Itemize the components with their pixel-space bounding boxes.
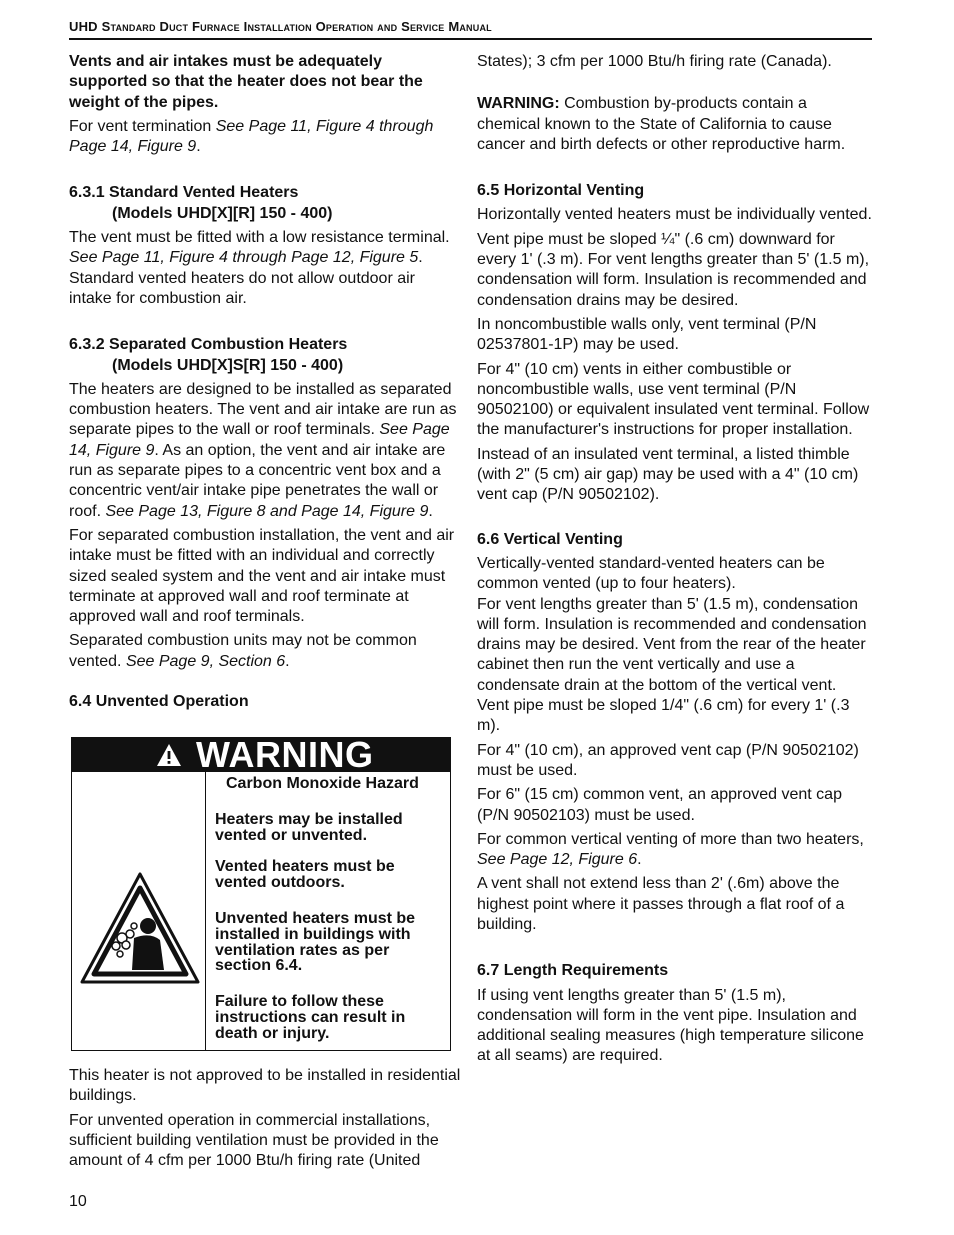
vent-termination-paragraph: For vent termination See Page 11, Figure 4 through Page 14, Figure 9. [69, 117, 434, 156]
california-warning-label: WARNING: [477, 95, 560, 113]
california-warning-text: Combustion by-products contain a chemical known to the State of California to cause cancer and birth defects or other reproductive harm. [477, 95, 846, 153]
warning-body [72, 772, 450, 1050]
section-6-7-heading: 6.7 Length Requirements [477, 962, 669, 980]
s631-ref[interactable]: See Page 11, Figure 4 through Page 12, Figure 5 [69, 249, 419, 267]
continuation-text: States); 3 cfm per 1000 Btu/h firing rate (Canada). [477, 53, 832, 70]
warning-triangle-icon [156, 743, 182, 767]
warning-title: WARNING [196, 734, 374, 775]
unvented-ventilation-note: For unvented operation in commercial installations, sufficient building ventilation must be provided in the amount of 4 cfm per 1000 Btu/h firing rate (United [69, 1111, 439, 1170]
right-column [477, 52, 873, 1071]
s66-paragraph-2: For 4" (10 cm), an approved vent cap (P/N 90502102) must be used. [477, 741, 859, 779]
s67-paragraph-1: If using vent lengths greater than 5' (1.5 m), condensation will form in the vent pipe. Insulation and additional sealing measures (high temperature silicone at all seams) are required. [477, 986, 864, 1065]
s632-text-b: . As an option, the vent and air intake are run as separate pipes to a concentric vent box and a concentric vent/air intake pipe penetrates the wall or roof. [69, 441, 446, 520]
header-title: UHD Standard Duct Furnace Installation Operation and Service Manual [69, 19, 492, 34]
section-6-3-2-paragraph-1: The heaters are designed to be installed as separated combustion heaters. The vent and air intake are run as separate pipes to the wall or roof terminals. See Page 14, Figure 9. As an option, the vent and air intake are run as separate pipes to a concentric vent box and a concentric vent/air intake pipe penetrates the wall or roof. See Page 13, Figure 8 and Page 14, Figure 9. [69, 380, 457, 520]
s66-paragraph-3: For 6" (15 cm) common vent, an approved vent cap (P/N 90502103) must be used. [477, 786, 842, 824]
carbon-monoxide-hazard-icon [78, 870, 202, 988]
warning-p1: Heaters may be installed vented or unvented. [215, 810, 403, 844]
s632-ref-2[interactable]: See Page 13, Figure 8 and Page 14, Figure 9 [105, 502, 429, 520]
s66-paragraph-4: For common vertical venting of more than two heaters, See Page 12, Figure 6. [477, 830, 864, 869]
warning-bar [72, 734, 450, 775]
section-6-3-2-models: (Models UHD[X]S[R] 150 - 400) [112, 356, 344, 374]
s66-paragraph-1 [477, 554, 873, 737]
s65-paragraph-3: In noncombustible walls only, vent terminal (P/N 02537801-1P) may be used. [477, 315, 817, 354]
section-6-3-2-paragraph-2: For separated combustion installation, the vent and air intake must be fitted with an individual and correctly sized sealed system and the vent and air intake must terminate at approved wall and roof terminate at approved wall and roof terminals. [69, 526, 455, 626]
header-rule [69, 38, 872, 40]
section-6-6-heading: 6.6 Vertical Venting [477, 530, 623, 548]
s66-ref[interactable]: See Page 12, Figure 6 [477, 851, 638, 869]
s66-text-1c: Vent pipe must be sloped 1/4" (.6 cm) for every 1' (.3 m). [477, 697, 850, 735]
s65-paragraph-5: Instead of an insulated vent terminal, a listed thimble (with 2" (5 cm) air gap) may be used with a 4" (10 cm) vent cap (P/N 90502102). [477, 445, 859, 504]
section-6-3-1-paragraph [69, 228, 461, 309]
section-6-3-1-title: 6.3.1 Standard Vented Heaters [69, 184, 299, 202]
left-column [69, 52, 461, 716]
s65-paragraph-1: Horizontally vented heaters must be individually vented. [477, 206, 872, 224]
warning-p3: Unvented heaters must be installed in buildings with ventilation rates as per section 6.4. [215, 909, 416, 975]
residential-note: This heater is not approved to be installed in residential buildings. [69, 1067, 461, 1105]
warning-box [71, 734, 451, 1051]
s632-ref-3[interactable]: See Page 9, Section 6 [125, 652, 286, 670]
s632-text-a: The heaters are designed to be installed as separated combustion heaters. The vent and air intake are run as separate pipes to the wall or roof terminals. [69, 380, 457, 439]
section-6-5-heading: 6.5 Horizontal Venting [477, 182, 645, 200]
s65-paragraph-4: For 4" (10 cm) vents in either combustible or noncombustible walls, use vent terminal (P/N 90502100) or equivalent insulated vent terminal. Follow the manufacturer's instructions for proper installation. [477, 360, 870, 439]
manual-header [69, 19, 869, 34]
s631-text-a: The vent must be fitted with a low resistance terminal. [69, 229, 450, 247]
s66-text-1b: For vent lengths greater than 5' (1.5 m), condensation will form. Insulation is recommended and condensation drains may be desired. Vent from the rear of the heater cabinet then run the vent vertically and use a condensate drain at the bottom of the vertical vent. [477, 595, 867, 694]
intro-bold: Vents and air intakes must be adequately supported so that the heater does not bear the weight of the pipes. [69, 53, 423, 111]
page-number: 10 [69, 1193, 87, 1210]
section-6-3-1-heading [69, 183, 461, 224]
s632-text-c: Separated combustion units may not be common vented. [69, 632, 417, 670]
s66-text-4: For common vertical venting of more than two heaters, [477, 830, 864, 848]
warning-p4: Failure to follow these instructions can result in death or injury. [215, 993, 406, 1042]
section-6-3-2-paragraph-3: Separated combustion units may not be common vented. See Page 9, Section 6. [69, 632, 417, 670]
warning-hazard: Carbon Monoxide Hazard [226, 775, 419, 792]
section-6-3-1-models: (Models UHD[X][R] 150 - 400) [112, 204, 333, 222]
left-column-bottom [69, 1066, 461, 1175]
warning-divider [205, 772, 206, 1050]
s66-paragraph-5: A vent shall not extend less than 2' (.6m) above the highest point where it passes through a flat roof of a building. [477, 875, 845, 933]
section-6-3-2-heading [69, 335, 461, 376]
s631-text-b: . Standard vented heaters do not allow outdoor air intake for combustion air. [69, 249, 423, 307]
s66-text-1: Vertically-vented standard-vented heaters can be common vented (up to four heaters). [477, 554, 825, 593]
s65-paragraph-2: Vent pipe must be sloped ¼" (.6 cm) downward for every 1' (.3 m). For vent lengths greater than 5' (1.5 m), condensation will form. Insulation is recommended and condensation drains may be desired. [477, 230, 870, 309]
warning-p2: Vented heaters must be vented outdoors. [215, 858, 395, 892]
vent-termination-text: For vent termination [69, 117, 216, 135]
section-6-3-2-title: 6.3.2 Separated Combustion Heaters [69, 336, 348, 354]
vent-termination-ref[interactable]: See Page 11, Figure 4 through Page 14, Figure 9 [69, 117, 434, 156]
warning-text [215, 776, 445, 1058]
california-warning [477, 94, 873, 155]
s632-ref-1[interactable]: See Page 14, Figure 9 [69, 421, 450, 459]
section-6-4-heading: 6.4 Unvented Operation [69, 693, 249, 711]
